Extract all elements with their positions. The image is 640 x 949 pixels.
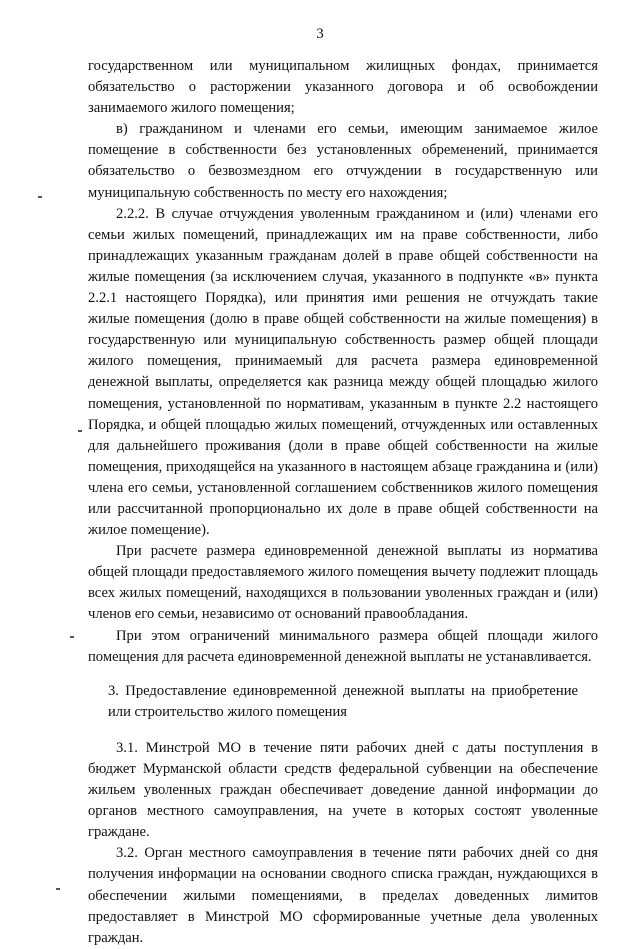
- section-3-heading: 3. Предоставление единовременной денежной выплаты на приобретение или строительство жилого помещения: [108, 682, 578, 720]
- paragraph-3-2: 3.2. Орган местного самоуправления в течение пяти рабочих дней со дня получения информации на основании сводного списка граждан, нуждающихся в обеспечении жилыми помещениями, в пределах доведенных лимитов предоставляет в Минстрой МО сформированные учетные дела уволенных граждан.: [88, 845, 598, 946]
- document-body: [88, 56, 598, 949]
- paragraph-continuation: государственном или муниципальном жилищных фондах, принимается обязательство о расторжении указанного договора и об освобождении занимаемого жилого помещения;: [88, 58, 598, 117]
- margin-scan-mark: [70, 636, 74, 638]
- paragraph-2-2-2: 2.2.2. В случае отчуждения уволенным гражданином и (или) членами его семьи жилых помещений, принадлежащих им на праве собственности, либо принадлежащих указанным гражданам долей в праве общей собственности на жилые помещения (за исключением случая, указанного в подпункте «в» пункта 2.2.1 настоящего Порядка), или принятия ими решения не отчуждать такие жилые помещения (долю в праве общей собственности на жилые помещения) в государственную или муниципальную собственность размер общей площади жилого помещения, принимаемый для расчета размера единовременной денежной выплаты, определяется как разница между общей площадью жилого помещения, установленной по нормативам, указанным в пункте 2.2 настоящего Порядка, и общей площадью жилых помещений, отчужденных или оставленных для дальнейшего проживания (доли в праве общей собственности на жилые помещения, приходящейся на указанного в настоящем абзаце гражданина и (или) члена его семьи, установленной соглашением собственников жилого помещения или рассчитанной пропорционально их доле в праве общей собственности на жилое помещение).: [88, 205, 598, 539]
- paragraph-calculation-deduction: При расчете размера единовременной денежной выплаты из норматива общей площади предоставляемого жилого помещения вычету подлежит площадь всех жилых помещений, находящихся в пользовании уволенных граждан и (или) членов его семьи, независимо от оснований правообладания.: [88, 543, 598, 623]
- paragraph-subitem-v: в) гражданином и членами его семьи, имеющим занимаемое жилое помещение в собственности без установленных обременений, принимается обязательство о безвозмездном его отчуждении в государственную или муниципальную собственность по месту его нахождения;: [88, 121, 598, 201]
- paragraph-no-minimum-limit: При этом ограничений минимального размера общей площади жилого помещения для расчета единовременной денежной выплаты не устанавливается.: [88, 627, 598, 665]
- margin-scan-mark: [38, 196, 42, 198]
- paragraph-3-1: 3.1. Минстрой МО в течение пяти рабочих дней с даты поступления в бюджет Мурманской области средств федеральной субвенции на обеспечение жильем уволенных граждан обеспечивает доведение данной информации до органов местного самоуправления, на учете в которых состоят уволенные граждане.: [88, 739, 598, 841]
- margin-scan-mark: [56, 888, 60, 890]
- margin-scan-mark: [78, 430, 82, 432]
- page-number: 3: [316, 26, 324, 42]
- heading-spacer: [88, 723, 598, 738]
- section-spacer: [88, 668, 598, 681]
